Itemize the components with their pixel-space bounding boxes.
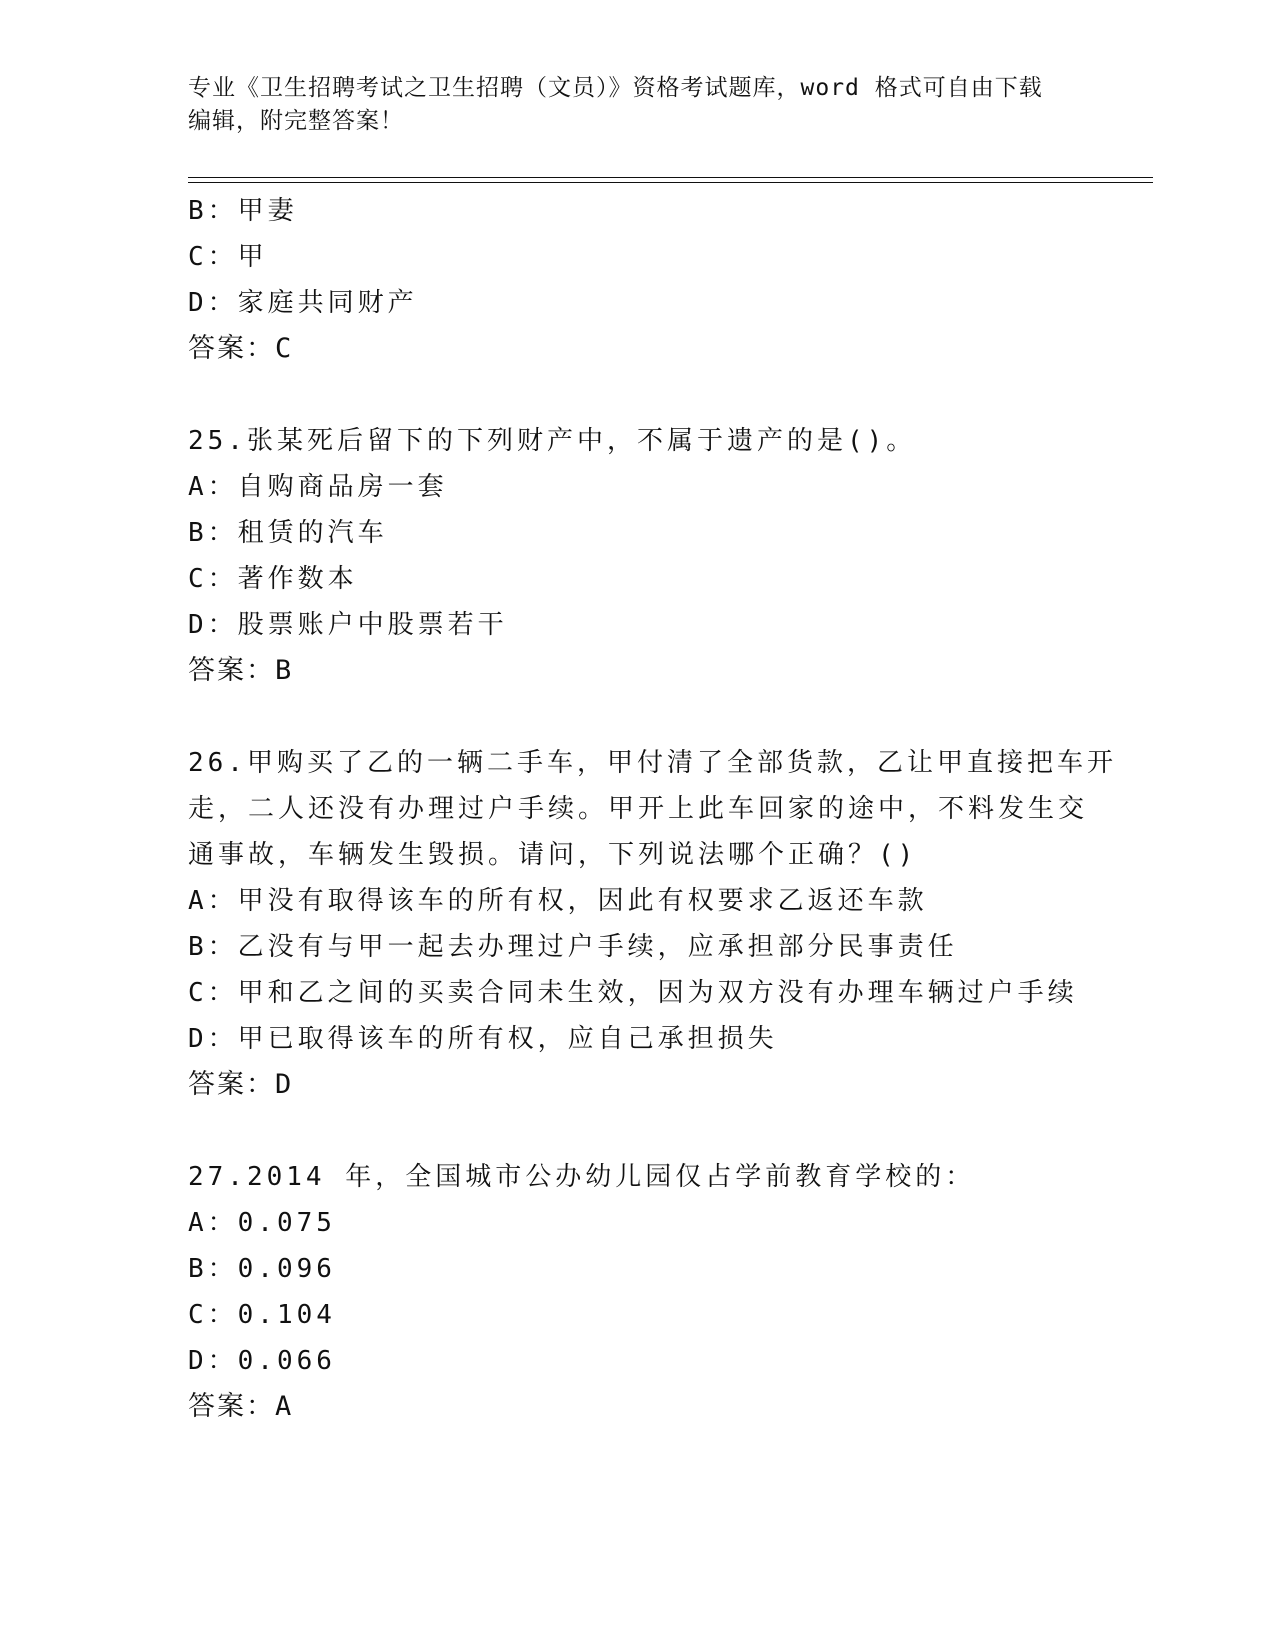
document-header — [188, 72, 1088, 138]
option-a: A：甲没有取得该车的所有权，因此有权要求乙返还车款 — [188, 886, 928, 916]
answer: 答案：D — [188, 1069, 294, 1100]
question-26 — [188, 740, 1153, 1108]
header-line-2: 编辑，附完整答案！ — [188, 108, 404, 134]
option-d: D：股票账户中股票若干 — [188, 610, 508, 640]
question-27 — [188, 1154, 1153, 1430]
spacer — [188, 694, 1153, 740]
option-d: D：家庭共同财产 — [188, 288, 418, 318]
spacer — [188, 372, 1153, 418]
header-line-1: 专业《卫生招聘考试之卫生招聘（文员）》资格考试题库，word 格式可自由下载 — [188, 75, 1043, 101]
spacer — [188, 1108, 1153, 1154]
question-stem: 25.张某死后留下的下列财产中，不属于遗产的是()。 — [188, 426, 917, 456]
header-rule-top — [188, 177, 1153, 178]
header-rule-bottom — [188, 182, 1153, 183]
option-b: B：乙没有与甲一起去办理过户手续，应承担部分民事责任 — [188, 932, 958, 962]
question-24 — [188, 188, 1153, 372]
option-d: D：0.066 — [188, 1346, 336, 1376]
option-d: D：甲已取得该车的所有权，应自己承担损失 — [188, 1024, 778, 1054]
option-c: C：著作数本 — [188, 564, 358, 594]
question-stem-line-2: 走，二人还没有办理过户手续。甲开上此车回家的途中，不料发生交 — [188, 794, 1089, 824]
option-b: B：0.096 — [188, 1254, 336, 1284]
option-c: C：0.104 — [188, 1300, 336, 1330]
option-b: B：甲妻 — [188, 196, 298, 226]
question-stem-line-1: 26.甲购买了乙的一辆二手车，甲付清了全部货款，乙让甲直接把车开 — [188, 748, 1117, 778]
option-a: A：0.075 — [188, 1208, 336, 1238]
option-b: B：租赁的汽车 — [188, 518, 388, 548]
question-list — [188, 188, 1153, 1430]
question-stem: 27.2014 年，全国城市公办幼儿园仅占学前教育学校的： — [188, 1162, 976, 1192]
option-c: C：甲和乙之间的买卖合同未生效，因为双方没有办理车辆过户手续 — [188, 978, 1078, 1008]
question-25 — [188, 418, 1153, 694]
answer: 答案：A — [188, 1391, 294, 1422]
option-c: C：甲 — [188, 242, 268, 272]
answer: 答案：C — [188, 333, 294, 364]
option-a: A：自购商品房一套 — [188, 472, 448, 502]
answer: 答案：B — [188, 655, 294, 686]
question-stem-line-3: 通事故，车辆发生毁损。请问，下列说法哪个正确？() — [188, 840, 918, 870]
